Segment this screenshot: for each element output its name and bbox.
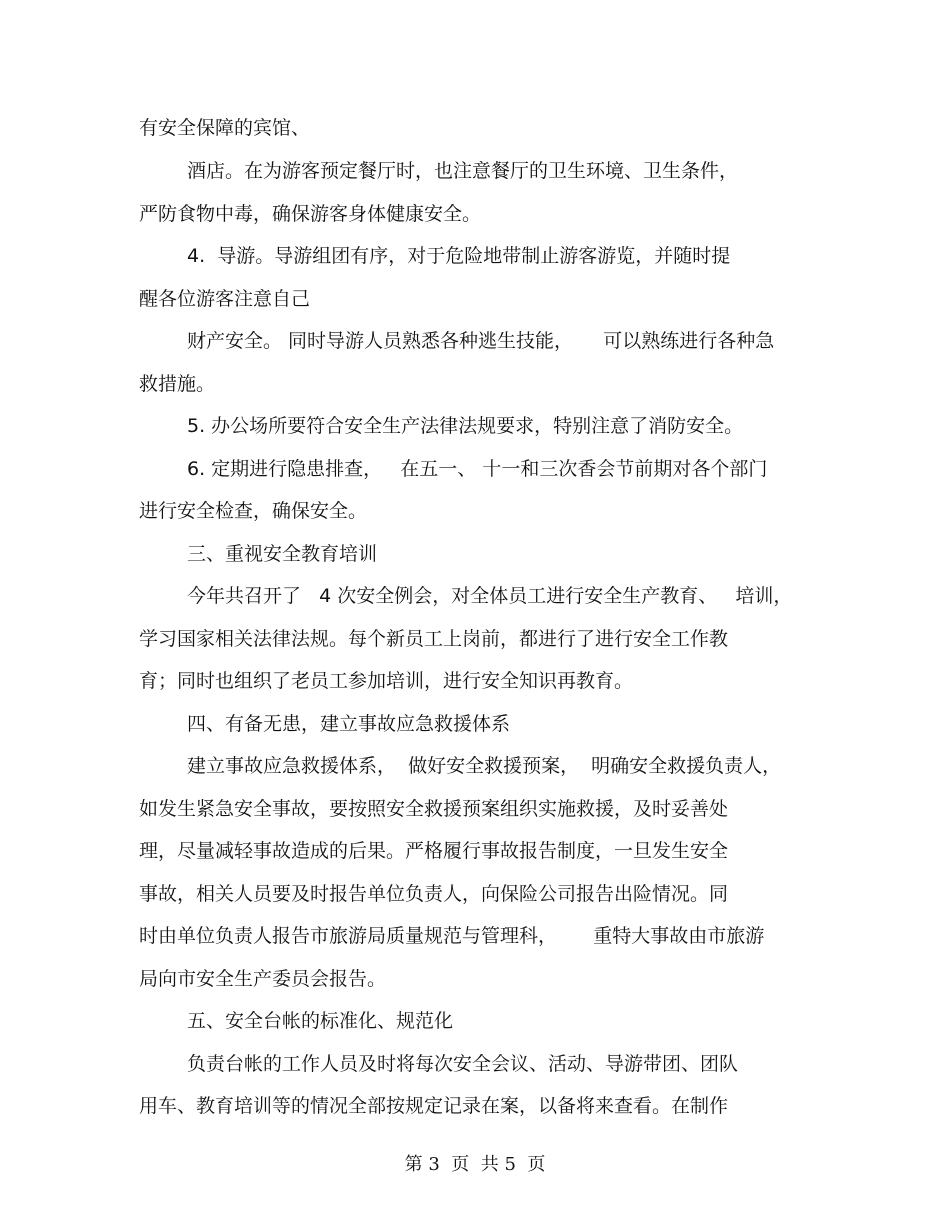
paragraph-line: 4. 导游。导游组团有序，对于危险地带制止游客游览，并随时提 — [187, 245, 731, 267]
paragraph-line: 救措施。 — [139, 373, 216, 395]
paragraph-line: 事故，相关人员要及时报告单位负责人，向保险公司报告出险情况。同 — [139, 883, 729, 905]
paragraph-line: 有安全保障的宾馆、 — [139, 117, 311, 139]
paragraph-line: 严防食物中毒，确保游客身体健康安全。 — [139, 203, 482, 225]
paragraph-line: 负责台帐的工作人员及时将每次安全会议、活动、导游带团、团队 — [187, 1053, 739, 1075]
paragraph-line: 6. 定期进行隐患排查， 在五一、 十一和三次香会节前期对各个部门 — [187, 458, 768, 480]
section-heading: 五、安全台帐的标准化、规范化 — [187, 1010, 454, 1032]
paragraph-line: 醒各位游客注意自己 — [139, 288, 311, 310]
paragraph-line: 用车、教育培训等的情况全部按规定记录在案，以备将来查看。在制作 — [139, 1095, 729, 1117]
paragraph-line: 局向市安全生产委员会报告。 — [139, 968, 387, 990]
page-number-footer: 第 3 页 共 5 页 — [404, 1154, 546, 1175]
paragraph-line: 理，尽量减轻事故造成的后果。严格履行事故报告制度，一旦发生安全 — [139, 840, 729, 862]
paragraph-line: 进行安全检查，确保安全。 — [139, 500, 368, 522]
paragraph-line: 5. 办公场所要符合安全生产法律法规要求，特别注意了消防安全。 — [187, 415, 744, 437]
paragraph-line: 今年共召开了 4 次安全例会，对全体员工进行安全生产教育、 培训， — [187, 585, 793, 607]
paragraph-line: 如发生紧急安全事故，要按照安全救援预案组织实施救援，及时妥善处 — [139, 798, 729, 820]
paragraph-line: 酒店。在为游客预定餐厅时，也注意餐厅的卫生环境、卫生条件， — [187, 160, 739, 182]
paragraph-line: 财产安全。 同时导游人员熟悉各种逃生技能， 可以熟练进行各种急 — [187, 330, 775, 352]
paragraph-line: 时由单位负责人报告市旅游局质量规范与管理科， 重特大事故由市旅游 — [139, 925, 765, 947]
paragraph-line: 学习国家相关法律法规。每个新员工上岗前，都进行了进行安全工作教 — [139, 628, 729, 650]
paragraph-line: 建立事故应急救援体系， 做好安全救援预案， 明确安全救援负责人， — [187, 755, 782, 777]
section-heading: 三、重视安全教育培训 — [187, 543, 378, 565]
section-heading: 四、有备无患，建立事故应急救援体系 — [187, 713, 511, 735]
paragraph-line: 育；同时也组织了老员工参加培训，进行安全知识再教育。 — [139, 670, 634, 692]
